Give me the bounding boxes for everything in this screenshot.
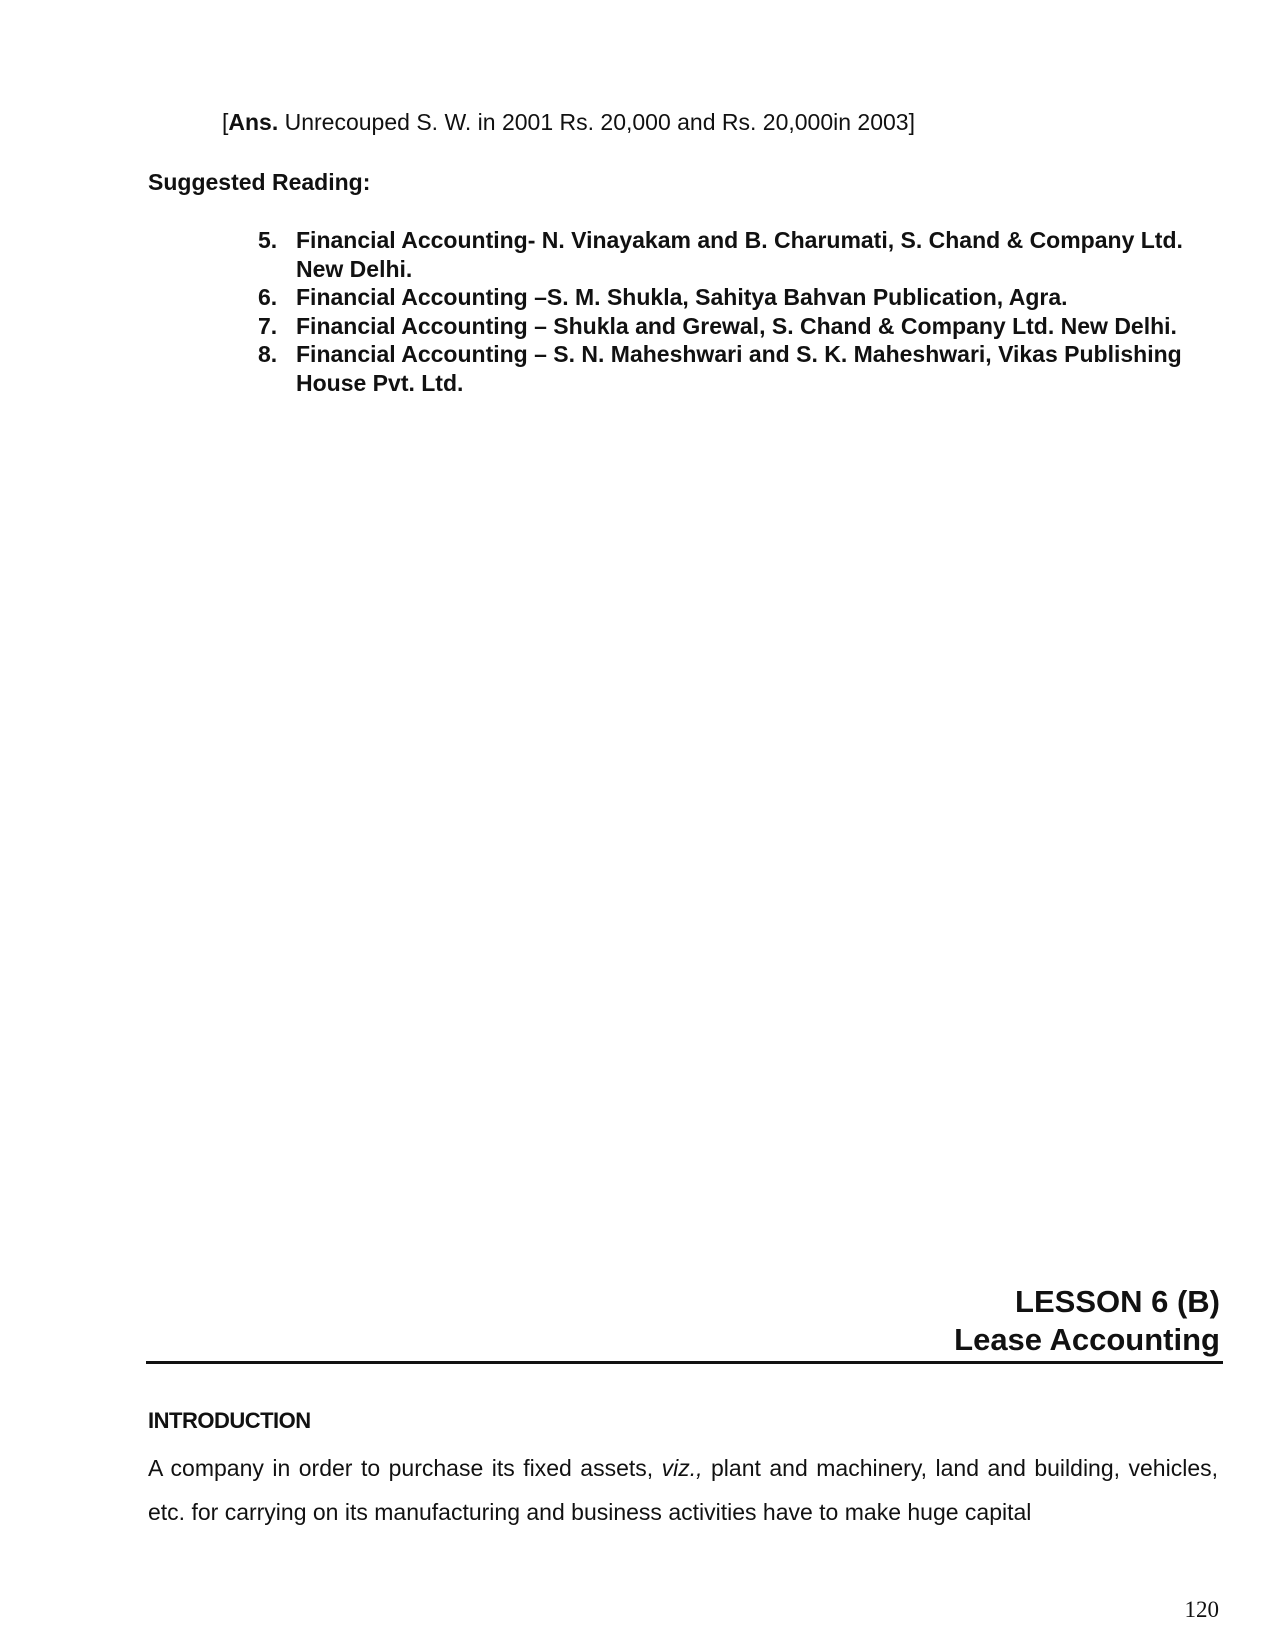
answer-text: Unrecouped S. W. in 2001 Rs. 20,000 and Rs. 20,000in 2003 (278, 109, 909, 135)
list-item-text: Financial Accounting – S. N. Maheshwari and S. K. Maheshwari, Vikas Publishing House Pvt. Ltd. (296, 341, 1182, 396)
suggested-reading-list (258, 226, 1218, 397)
list-item-text: Financial Accounting- N. Vinayakam and B. Charumati, S. Chand & Company Ltd. New Delhi. (296, 227, 1183, 282)
introduction-text-after: plant and machinery, land and building, vehicles, etc. for carrying on its manufacturing and business activities have to make huge capital (148, 1455, 1218, 1525)
list-item-number: 7. (258, 312, 278, 339)
introduction-text-before: A company in order to purchase its fixed assets, (148, 1455, 662, 1481)
answer-close-bracket: ] (908, 109, 915, 135)
introduction-text-italic: viz., (661, 1455, 703, 1481)
lesson-heading (954, 1283, 1220, 1359)
list-item (258, 340, 1218, 397)
lesson-number: LESSON 6 (B) (1015, 1284, 1220, 1319)
list-item-number: 6. (258, 284, 278, 310)
suggested-reading-heading: Suggested Reading: (148, 169, 371, 195)
list-item-number: 5. (258, 227, 278, 253)
list-item (258, 312, 1218, 341)
answer-label: Ans. (228, 109, 279, 135)
list-item-text: Financial Accounting – Shukla and Grewal, S. Chand & Company Ltd. New Delhi. (296, 312, 1177, 339)
list-item-number: 8. (258, 341, 278, 367)
answer-line (222, 108, 915, 136)
introduction-paragraph (148, 1446, 1218, 1534)
page-number: 120 (1184, 1597, 1219, 1622)
heading-divider (146, 1361, 1223, 1364)
lesson-title: Lease Accounting (954, 1322, 1220, 1357)
introduction-heading: INTRODUCTION (148, 1408, 311, 1433)
list-item (258, 283, 1218, 312)
list-item (258, 226, 1218, 283)
answer-open-bracket: [ (222, 109, 229, 135)
list-item-text: Financial Accounting –S. M. Shukla, Sahitya Bahvan Publication, Agra. (296, 284, 1068, 310)
